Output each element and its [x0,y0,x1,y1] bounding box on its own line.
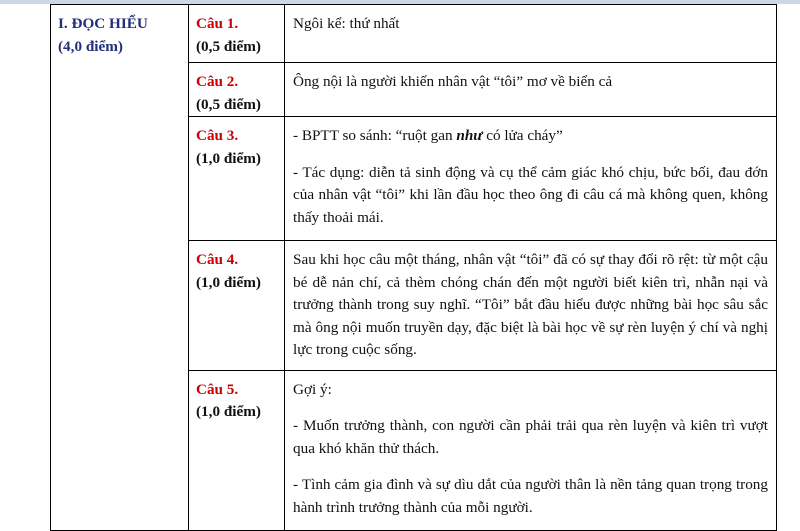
question-label: Câu 5. [196,380,239,398]
question-cell-1 [189,5,285,63]
answer-cell-1 [285,5,777,63]
answer-text: Ngôi kể: thứ nhất [293,15,400,32]
question-cell-3 [189,117,285,241]
hint-label: Gợi ý: [293,380,332,398]
effect-text: - Tác dụng: diễn tả sinh động và cụ thể cảm giác khó chịu, bức bối, đau đớn của nhân vật “tôi” khi lần đầu học theo ông đi câu cá mà không quen, không thấy thoải mái. [293,163,768,226]
hint-point-1: - Muốn trưởng thành, con người cần phải trải qua rèn luyện và kiên trì vượt qua khó khăn thử thách. [293,417,768,457]
question-label: Câu 4. [196,251,239,268]
answer-cell-2 [285,63,777,117]
answer-key-table [50,4,777,531]
question-cell-5 [189,370,285,530]
question-label: Câu 1. [196,15,239,32]
answer-cell-3 [285,117,777,241]
hint-point-2: - Tình cảm gia đình và sự dìu dắt của người thân là nền tảng quan trọng trong hành trình trưởng thành của mỗi người. [293,476,768,516]
bptt-emphasis: như [456,127,483,144]
table-row [51,5,777,63]
question-points: (0,5 điểm) [196,95,261,113]
question-points: (1,0 điểm) [196,273,261,291]
bptt-suffix: có lửa cháy” [482,127,563,144]
section-points: (4,0 điểm) [58,37,123,55]
section-cell [51,5,189,531]
answer-cell-5 [285,370,777,530]
answer-text: Sau khi học câu một tháng, nhân vật “tôi” đã có sự thay đổi rõ rệt: từ một cậu bé dễ nản chí, cả thèm chóng chán đến một người biết kiên trì, nhẫn nại và trưởng thành trong suy nghĩ. “Tôi” bắt đầu hiểu được những bài học sâu sắc mà ông nội muốn truyền dạy, đặc biệt là bài học về sự rèn luyện ý chí và nghị lực trong cuộc sống. [293,251,768,358]
question-cell-2 [189,63,285,117]
answer-cell-4 [285,241,777,371]
section-title: I. ĐỌC HIỂU [58,15,148,32]
question-points: (1,0 điểm) [196,403,261,420]
question-label: Câu 3. [196,127,239,144]
bptt-prefix: - BPTT so sánh: “ruột gan [293,127,457,144]
question-cell-4 [189,241,285,371]
bptt-line [293,125,768,148]
question-points: (1,0 điểm) [196,149,261,167]
question-label: Câu 2. [196,73,239,90]
question-points: (0,5 điểm) [196,37,261,55]
answer-text: Ông nội là người khiến nhân vật “tôi” mơ về biển cả [293,73,613,90]
